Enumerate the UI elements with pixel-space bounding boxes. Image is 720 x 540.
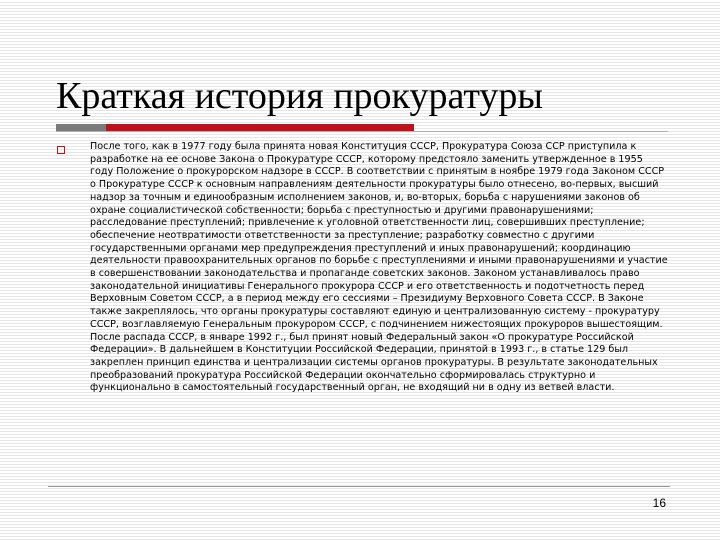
title-underline-thin: [56, 131, 668, 132]
slide-body-text: После того, как в 1977 году была принята новая Конституция СССР, Прокуратура Союза ССР приступила к разработке на ее основе Закона о Прокуратуре СССР, которому предстояло заменить утвержденное в 1955 году Положение о прокурорском надзоре в СССР. В соответствии с принятым в ноябре 1979 года Законом СССР о Прокуратуре СССР к основным направлениям деятельности прокуратуры было отнесено, во-первых, высший надзор за точным и единообразным исполнением законов, и, во-вторых, борьба с нарушениями законов об охране социалистической собственности; борьба с преступностью и другими правонарушениями; расследование преступлений; привлечение к уголовной ответственности лиц, совершивших преступление; обеспечение неотвратимости ответственности за преступление; разработку совместно с другими государственными органами мер предупреждения преступлений и иных правонарушений; координацию деятельности правоохранительных органов по борьбе с преступлениями и иными правонарушениями и участие в совершенствовании законодательства и пропаганде советских законов. Законом устанавливалось право законодательной инициативы Генерального прокурора СССР и его ответственность и подотчетность перед Верховным Советом СССР, а в период между его сессиями – Президиуму Верховного Совета СССР. В Законе также закреплялось, что органы прокуратуры составляют единую и централизованную систему - прокуратуру СССР, возглавляемую Генеральным прокурором СССР, с подчинением нижестоящих прокуроров вышестоящим. После распада СССР, в январе 1992 г., был принят новый Федеральный закон «О прокуратуре Российской Федерации». В дальнейшем в Конституции Российской Федерации, принятой в 1993 г., в статье 129 был закреплен принцип единства и централизации системы органов прокуратуры. В результате законодательных преобразований прокуратура Российской Федерации окончательно сформировалась структурно и функционально в самостоятельный государственный орган, не входящий ни в одну из ветвей власти.: [90, 141, 668, 394]
footer-divider: [48, 486, 670, 487]
page-number: 16: [652, 496, 666, 510]
slide-title: Краткая история прокуратуры: [56, 75, 543, 117]
bullet-square-icon: [57, 146, 65, 154]
